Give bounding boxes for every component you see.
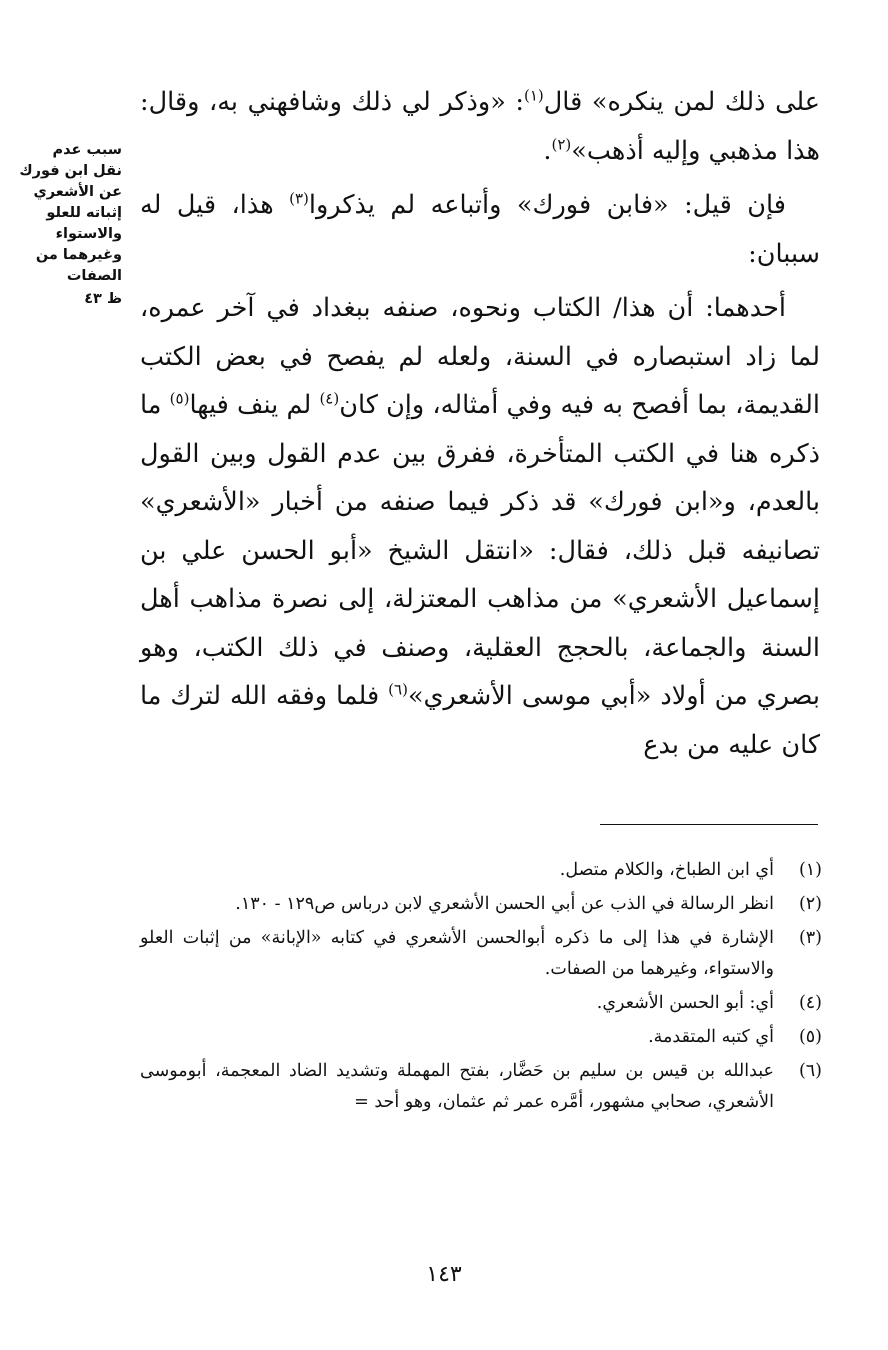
text-run: فإن قيل: «فابن فورك» وأتباعه لم يذكروا (308, 190, 786, 220)
footnote-4 (140, 988, 822, 1019)
footnote-number: (٥) (798, 1027, 822, 1047)
gloss-line: إثباته للعلو (46, 205, 122, 221)
text-run: لم ينف فيها (189, 390, 320, 420)
footnote-number: (١) (798, 860, 822, 880)
gloss-line: سبب عدم (52, 142, 122, 158)
footnote-text: أي كتبه المتقدمة. (648, 1027, 774, 1047)
footnote-number: (٤) (798, 993, 822, 1013)
footnote-ref-6[interactable]: (٦) (388, 680, 408, 699)
paragraph-2 (140, 181, 820, 278)
footnote-2 (140, 889, 822, 920)
gloss-line: الصفات (66, 268, 122, 284)
text-run: على ذلك لمن ينكره» قال (543, 87, 820, 117)
footnote-5 (140, 1022, 822, 1053)
text-run: ما ذكره هنا في الكتب المتأخرة، ففرق بين عدم القول وبين القول بالعدم، و«ابن فورك» قد ذكر فيما صنفه من أخبار «الأشعري» تصانيفه قبل ذلك، فقال: «انتقل الشيخ «أبو الحسن علي بن إسماعيل الأشعري» من مذاهب المعتزلة، إلى نصرة مذاهب أهل السنة والجماعة، بالحجج العقلية، وصنف في ذلك الكتب، وهو بصري من أولاد «أبي موسى الأشعري» (140, 390, 820, 711)
text-run: فلما وفقه الله لترك ما كان عليه من بدع (140, 681, 820, 760)
text-run: : «وذكر لي ذلك وشافهني به، وقال: هذا مذهبي وإليه أذهب» (140, 87, 820, 166)
page-number: ١٤٣ (426, 1262, 462, 1287)
footnote-1 (140, 855, 822, 886)
footnote-3 (140, 923, 822, 985)
footnote-separator (600, 824, 818, 825)
footnote-number: (٣) (798, 928, 822, 948)
gloss-line: والاستواء (55, 226, 122, 242)
gloss-line: نقل ابن فورك (19, 163, 122, 179)
gloss-line: وغيرهما من (35, 247, 122, 263)
text-run: هذا، قيل له سببان: (140, 190, 820, 269)
footnote-text: الإشارة في هذا إلى ما ذكره أبوالحسن الأشعري في كتابه «الإبانة» من إثبات العلو والاستواء، وغيرهما من الصفات. (140, 928, 774, 979)
main-text (140, 78, 820, 775)
text-run: أحدهما: أن هذا/ الكتاب ونحوه، صنفه ببغداد في آخر عمره، لما زاد استبصاره في السنة، ولعله لم يفصح في بعض الكتب القديمة، بما أفصح به فيه وفي أمثاله، وإن كان (140, 293, 821, 420)
margin-gloss (19, 140, 122, 310)
footnote-text: عبدالله بن قيس بن سليم بن حَضَّار، بفتح المهملة وتشديد الضاد المعجمة، أبوموسى الأشعري، صحابي مشهور، أمَّره عمر ثم عثمان، وهو أحد = (140, 1061, 774, 1112)
footnote-text: انظر الرسالة في الذب عن أبي الحسن الأشعري لابن درباس ص١٢٩ - ١٣٠. (235, 894, 774, 914)
paragraph-1 (140, 78, 820, 175)
footnote-ref-4[interactable]: (٤) (319, 389, 340, 408)
footnote-number: (٢) (798, 894, 822, 914)
footnote-ref-2[interactable]: (٢) (551, 135, 572, 153)
manuscript-folio-ref: ظ ٤٣ (84, 291, 122, 307)
footnotes (140, 855, 822, 1121)
footnote-text: أي ابن الطباخ، والكلام متصل. (559, 860, 774, 880)
footnote-text: أي: أبو الحسن الأشعري. (596, 993, 774, 1013)
footnote-number: (٦) (798, 1061, 822, 1081)
footnote-ref-5[interactable]: (٥) (169, 389, 190, 408)
paragraph-3 (140, 284, 820, 769)
footnote-ref-3[interactable]: (٣) (289, 189, 309, 208)
text-run: . (543, 135, 552, 166)
gloss-line: عن الأشعري (33, 184, 122, 200)
footnote-6 (140, 1056, 822, 1118)
footnote-ref-1[interactable]: (١) (524, 86, 544, 105)
